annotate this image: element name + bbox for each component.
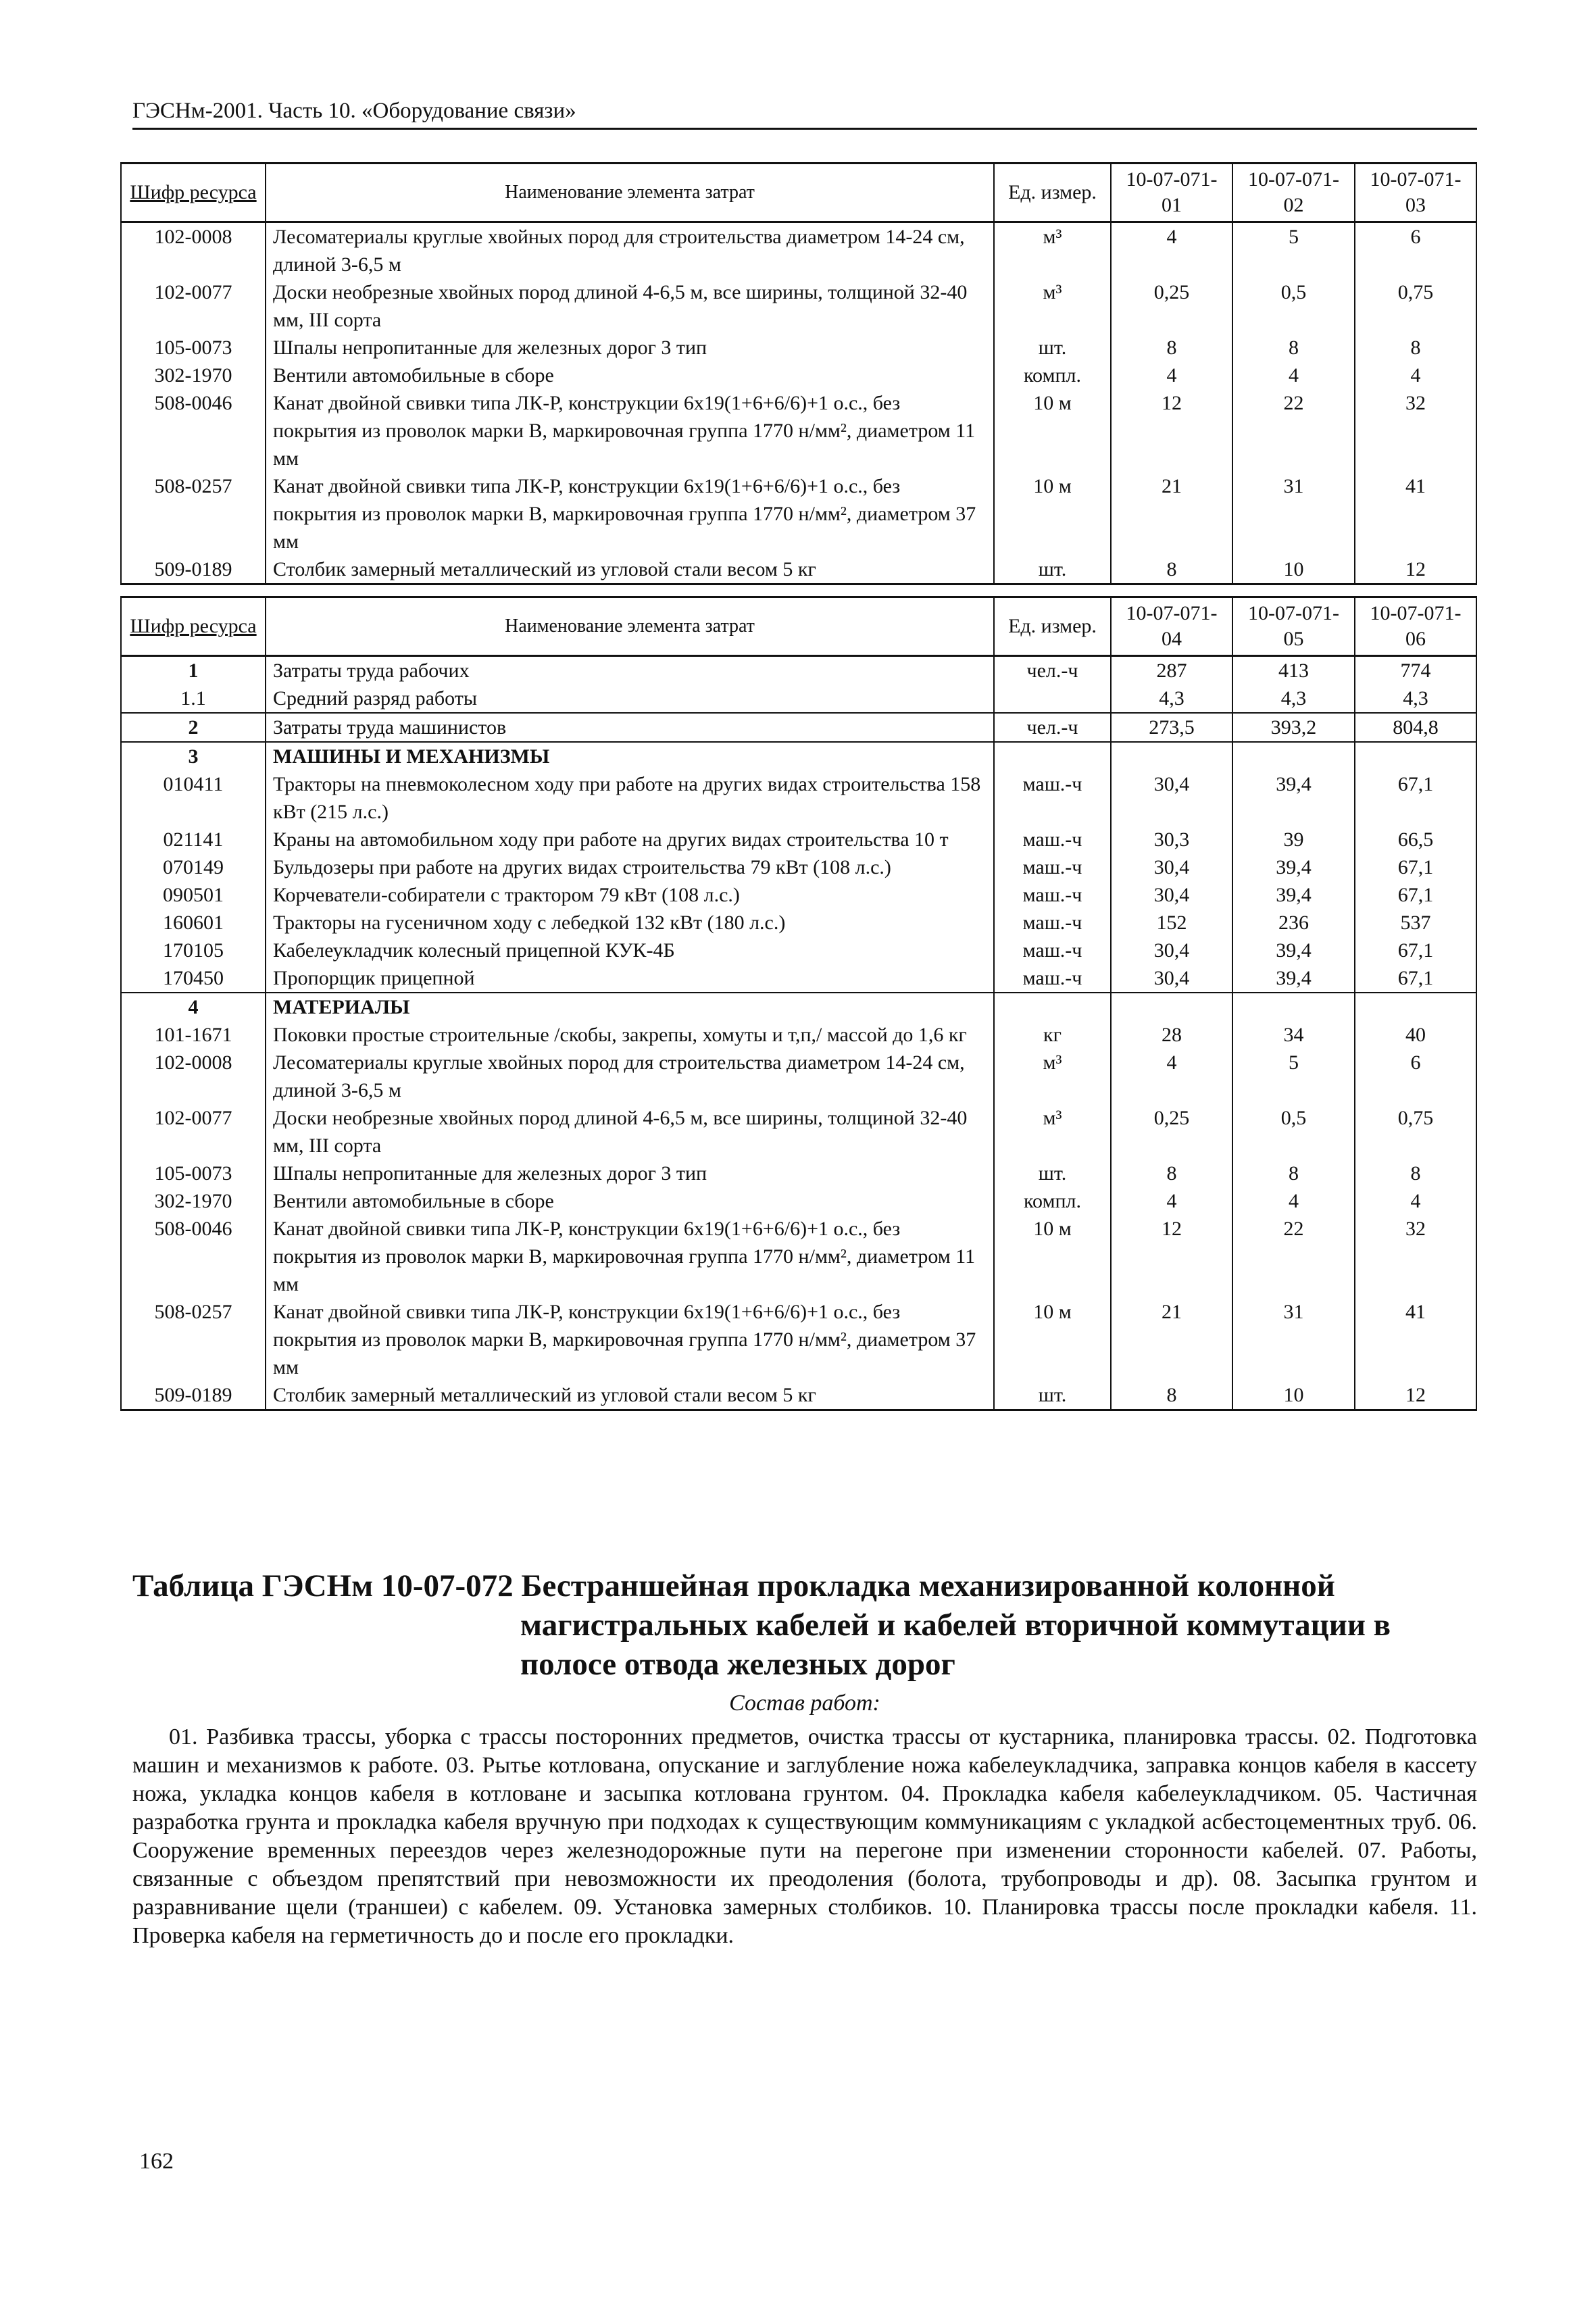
row-name: Корчеватели-собиратели с трактором 79 кВт (108 л.с.) — [266, 881, 994, 909]
row-unit: м³ — [994, 278, 1111, 334]
row-code: 102-0077 — [121, 1104, 266, 1160]
row-unit: м³ — [994, 1104, 1111, 1160]
table-row — [121, 334, 1476, 362]
row-name: Средний разряд работы — [266, 684, 994, 713]
table-row — [121, 222, 1476, 279]
table-header-row — [121, 164, 1476, 222]
row-value-3: 4 — [1355, 362, 1476, 389]
row-value-3: 6 — [1355, 222, 1476, 279]
row-name: Тракторы на гусеничном ходу с лебедкой 132 кВт (180 л.с.) — [266, 909, 994, 937]
table-row — [121, 826, 1476, 853]
row-value-2: 39,4 — [1232, 937, 1355, 964]
page-number: 162 — [139, 2149, 174, 2174]
row-value-1: 287 — [1111, 656, 1232, 685]
row-unit: м³ — [994, 1049, 1111, 1104]
row-value-2: 4 — [1232, 1187, 1355, 1215]
table-row — [121, 1381, 1476, 1410]
row-value-2: 8 — [1232, 1160, 1355, 1187]
row-value-3: 0,75 — [1355, 1104, 1476, 1160]
row-name: МАТЕРИАЛЫ — [266, 993, 994, 1021]
table-row — [121, 881, 1476, 909]
row-code: 1 — [121, 656, 266, 685]
row-unit: м³ — [994, 222, 1111, 279]
row-value-3: 4 — [1355, 1187, 1476, 1215]
header-col-3: 10-07-071-03 — [1355, 164, 1476, 222]
row-value-1: 4,3 — [1111, 684, 1232, 713]
row-code: 070149 — [121, 853, 266, 881]
table-row — [121, 389, 1476, 472]
table-row — [121, 853, 1476, 881]
row-value-2: 39,4 — [1232, 881, 1355, 909]
row-unit — [994, 684, 1111, 713]
table-row — [121, 742, 1476, 770]
row-value-1: 30,4 — [1111, 937, 1232, 964]
row-name: МАШИНЫ И МЕХАНИЗМЫ — [266, 742, 994, 770]
row-code: 105-0073 — [121, 334, 266, 362]
row-name: Поковки простые строительные /скобы, закрепы, хомуты и т,п,/ массой до 1,6 кг — [266, 1021, 994, 1049]
row-unit — [994, 742, 1111, 770]
row-value-3: 0,75 — [1355, 278, 1476, 334]
row-value-3: 774 — [1355, 656, 1476, 685]
row-value-1: 4 — [1111, 1187, 1232, 1215]
row-value-3: 41 — [1355, 1298, 1476, 1381]
table-row — [121, 656, 1476, 685]
table-body — [121, 222, 1476, 584]
row-name: Лесоматериалы круглые хвойных пород для строительства диаметром 14-24 см, длиной 3-6,5 м — [266, 222, 994, 279]
row-value-2: 4,3 — [1232, 684, 1355, 713]
table-row — [121, 964, 1476, 993]
row-value-1: 4 — [1111, 362, 1232, 389]
row-value-1: 30,3 — [1111, 826, 1232, 853]
row-value-2: 413 — [1232, 656, 1355, 685]
row-value-2: 39,4 — [1232, 964, 1355, 993]
row-value-2: 31 — [1232, 1298, 1355, 1381]
row-value-1: 12 — [1111, 389, 1232, 472]
row-value-1: 8 — [1111, 334, 1232, 362]
header-col-2: 10-07-071-05 — [1232, 597, 1355, 656]
title-line-2: магистральных кабелей и кабелей вторичной коммутации в полосе отвода железных дорог — [520, 1608, 1391, 1682]
row-unit: маш.-ч — [994, 881, 1111, 909]
row-value-1: 8 — [1111, 555, 1232, 584]
row-code: 509-0189 — [121, 1381, 266, 1410]
row-value-3: 67,1 — [1355, 881, 1476, 909]
row-unit: кг — [994, 1021, 1111, 1049]
row-value-2 — [1232, 993, 1355, 1021]
row-value-1: 21 — [1111, 1298, 1232, 1381]
header-code: Шифр ресурса — [121, 597, 266, 656]
row-value-3: 66,5 — [1355, 826, 1476, 853]
table-row — [121, 278, 1476, 334]
row-value-2: 5 — [1232, 222, 1355, 279]
row-value-2: 0,5 — [1232, 1104, 1355, 1160]
work-heading: Состав работ: — [729, 1691, 880, 1716]
row-unit: маш.-ч — [994, 937, 1111, 964]
row-name: Шпалы непропитанные для железных дорог 3 тип — [266, 334, 994, 362]
row-code: 508-0257 — [121, 472, 266, 555]
row-value-2: 236 — [1232, 909, 1355, 937]
row-code: 2 — [121, 713, 266, 742]
table-title — [132, 1566, 1477, 1684]
row-value-2: 34 — [1232, 1021, 1355, 1049]
row-code: 1.1 — [121, 684, 266, 713]
row-name: Канат двойной свивки типа ЛК-Р, конструкции 6х19(1+6+6/6)+1 о.с., без покрытия из проволок марки В, маркировочная группа 1770 н/мм², диаметром 37 мм — [266, 472, 994, 555]
row-unit: 10 м — [994, 472, 1111, 555]
row-value-3 — [1355, 993, 1476, 1021]
row-code: 160601 — [121, 909, 266, 937]
row-value-3: 67,1 — [1355, 770, 1476, 826]
row-code: 302-1970 — [121, 362, 266, 389]
row-value-2: 10 — [1232, 555, 1355, 584]
row-value-1: 8 — [1111, 1160, 1232, 1187]
row-value-1: 28 — [1111, 1021, 1232, 1049]
row-unit: чел.-ч — [994, 713, 1111, 742]
table-row — [121, 555, 1476, 584]
row-unit: компл. — [994, 362, 1111, 389]
row-value-3: 12 — [1355, 1381, 1476, 1410]
row-code: 090501 — [121, 881, 266, 909]
row-name: Столбик замерный металлический из угловой стали весом 5 кг — [266, 1381, 994, 1410]
row-value-1: 30,4 — [1111, 964, 1232, 993]
row-name: Канат двойной свивки типа ЛК-Р, конструкции 6х19(1+6+6/6)+1 о.с., без покрытия из проволок марки В, маркировочная группа 1770 н/мм², диаметром 11 мм — [266, 1215, 994, 1298]
table-row — [121, 1215, 1476, 1298]
table-row — [121, 684, 1476, 713]
row-code: 102-0008 — [121, 222, 266, 279]
table-row — [121, 937, 1476, 964]
row-value-3: 41 — [1355, 472, 1476, 555]
row-value-1 — [1111, 742, 1232, 770]
row-value-1: 0,25 — [1111, 1104, 1232, 1160]
row-value-1 — [1111, 993, 1232, 1021]
row-code: 508-0046 — [121, 389, 266, 472]
row-value-1: 30,4 — [1111, 853, 1232, 881]
row-name: Затраты труда рабочих — [266, 656, 994, 685]
row-value-3: 67,1 — [1355, 853, 1476, 881]
header-name: Наименование элемента затрат — [266, 164, 994, 222]
table-row — [121, 1298, 1476, 1381]
page-header: ГЭСНм-2001. Часть 10. «Оборудование связи» — [132, 99, 1477, 130]
row-unit: маш.-ч — [994, 909, 1111, 937]
row-unit: шт. — [994, 334, 1111, 362]
row-name: Доски необрезные хвойных пород длиной 4-6,5 м, все ширины, толщиной 32-40 мм, III сорта — [266, 278, 994, 334]
row-name: Канат двойной свивки типа ЛК-Р, конструкции 6х19(1+6+6/6)+1 о.с., без покрытия из проволок марки В, маркировочная группа 1770 н/мм², диаметром 11 мм — [266, 389, 994, 472]
row-code: 3 — [121, 742, 266, 770]
row-value-2: 10 — [1232, 1381, 1355, 1410]
row-value-2: 393,2 — [1232, 713, 1355, 742]
row-value-1: 273,5 — [1111, 713, 1232, 742]
row-value-3: 537 — [1355, 909, 1476, 937]
row-unit: 10 м — [994, 1215, 1111, 1298]
row-value-3: 12 — [1355, 555, 1476, 584]
row-value-1: 12 — [1111, 1215, 1232, 1298]
row-value-2: 39 — [1232, 826, 1355, 853]
row-value-1: 30,4 — [1111, 881, 1232, 909]
row-value-1: 8 — [1111, 1381, 1232, 1410]
header-col-2: 10-07-071-02 — [1232, 164, 1355, 222]
row-value-2: 4 — [1232, 362, 1355, 389]
table-row — [121, 1187, 1476, 1215]
row-value-1: 21 — [1111, 472, 1232, 555]
row-code: 508-0046 — [121, 1215, 266, 1298]
row-name: Тракторы на пневмоколесном ходу при работе на других видах строительства 158 кВт (215 л.с.) — [266, 770, 994, 826]
row-code: 4 — [121, 993, 266, 1021]
row-value-2: 22 — [1232, 1215, 1355, 1298]
table-row — [121, 909, 1476, 937]
header-code: Шифр ресурса — [121, 164, 266, 222]
table-body — [121, 656, 1476, 1410]
row-value-3 — [1355, 742, 1476, 770]
row-unit: шт. — [994, 555, 1111, 584]
table-row — [121, 993, 1476, 1021]
header-unit: Ед. измер. — [994, 164, 1111, 222]
table-row — [121, 472, 1476, 555]
header-name: Наименование элемента затрат — [266, 597, 994, 656]
title-line-1: Таблица ГЭСНм 10-07-072 Бестраншейная прокладка механизированной колонной — [132, 1568, 1335, 1603]
row-code: 101-1671 — [121, 1021, 266, 1049]
row-value-1: 152 — [1111, 909, 1232, 937]
row-value-2: 8 — [1232, 334, 1355, 362]
row-unit: чел.-ч — [994, 656, 1111, 685]
table-row — [121, 1049, 1476, 1104]
row-value-3: 8 — [1355, 1160, 1476, 1187]
row-value-2: 31 — [1232, 472, 1355, 555]
table-row — [121, 713, 1476, 742]
row-value-3: 8 — [1355, 334, 1476, 362]
table-row — [121, 770, 1476, 826]
row-unit: 10 м — [994, 1298, 1111, 1381]
row-unit: маш.-ч — [994, 826, 1111, 853]
row-name: Столбик замерный металлический из угловой стали весом 5 кг — [266, 555, 994, 584]
row-value-1: 30,4 — [1111, 770, 1232, 826]
row-unit: шт. — [994, 1160, 1111, 1187]
row-code: 302-1970 — [121, 1187, 266, 1215]
row-unit: 10 м — [994, 389, 1111, 472]
row-value-3: 32 — [1355, 1215, 1476, 1298]
row-name: Вентили автомобильные в сборе — [266, 362, 994, 389]
row-name: Канат двойной свивки типа ЛК-Р, конструкции 6х19(1+6+6/6)+1 о.с., без покрытия из проволок марки В, маркировочная группа 1770 н/мм², диаметром 37 мм — [266, 1298, 994, 1381]
row-value-1: 0,25 — [1111, 278, 1232, 334]
work-text: 01. Разбивка трассы, уборка с трассы посторонних предметов, очистка трассы от кустарника, планировка трассы. 02. Подготовка машин и механизмов к работе. 03. Рытье котлована, опускание и заглубление ножа кабелеукладчика, заправка концов кабеля в кассету ножа, укладка концов кабеля в котловане и засыпка котлована грунтом. 04. Прокладка кабеля кабелеукладчиком. 05. Частичная разработка грунта и прокладка кабеля вручную при подходах к существующим коммуникациям с укладкой асбестоцементных труб. 06. Сооружение временных переездов через железнодорожные пути на перегоне при изменении сторонности кабелей. 07. Работы, связанные с объездом препятствий при невозможности их преодоления (болота, трубопроводы и др). 08. Засыпка грунтом и разравнивание щели (траншеи) с кабелем. 09. Установка замерных столбиков. 10. Планировка трассы после прокладки кабеля. 11. Проверка кабеля на герметичность до и после его прокладки. — [132, 1724, 1477, 1948]
header-col-1: 10-07-071-04 — [1111, 597, 1232, 656]
row-value-1: 4 — [1111, 222, 1232, 279]
row-code: 170450 — [121, 964, 266, 993]
row-name: Кабелеукладчик колесный прицепной КУК-4Б — [266, 937, 994, 964]
row-value-3: 6 — [1355, 1049, 1476, 1104]
row-code: 105-0073 — [121, 1160, 266, 1187]
row-unit: маш.-ч — [994, 853, 1111, 881]
row-value-1: 4 — [1111, 1049, 1232, 1104]
row-name: Пропорщик прицепной — [266, 964, 994, 993]
row-code: 102-0008 — [121, 1049, 266, 1104]
row-unit: компл. — [994, 1187, 1111, 1215]
table-row — [121, 1160, 1476, 1187]
row-name: Шпалы непропитанные для железных дорог 3 тип — [266, 1160, 994, 1187]
table-row — [121, 1104, 1476, 1160]
row-value-3: 4,3 — [1355, 684, 1476, 713]
row-value-2: 22 — [1232, 389, 1355, 472]
row-name: Краны на автомобильном ходу при работе на других видах строительства 10 т — [266, 826, 994, 853]
table-row — [121, 1021, 1476, 1049]
resource-table-2 — [120, 596, 1477, 1411]
row-name: Бульдозеры при работе на других видах строительства 79 кВт (108 л.с.) — [266, 853, 994, 881]
header-col-1: 10-07-071-01 — [1111, 164, 1232, 222]
row-value-3: 32 — [1355, 389, 1476, 472]
row-value-2 — [1232, 742, 1355, 770]
row-unit: маш.-ч — [994, 964, 1111, 993]
row-name: Лесоматериалы круглые хвойных пород для строительства диаметром 14-24 см, длиной 3-6,5 м — [266, 1049, 994, 1104]
row-value-2: 0,5 — [1232, 278, 1355, 334]
row-code: 021141 — [121, 826, 266, 853]
table-header-row — [121, 597, 1476, 656]
work-description — [132, 1723, 1477, 1950]
row-unit — [994, 993, 1111, 1021]
row-name: Вентили автомобильные в сборе — [266, 1187, 994, 1215]
row-value-2: 39,4 — [1232, 770, 1355, 826]
row-unit: шт. — [994, 1381, 1111, 1410]
resource-table-1 — [120, 162, 1477, 585]
row-value-2: 5 — [1232, 1049, 1355, 1104]
row-value-3: 67,1 — [1355, 964, 1476, 993]
row-unit: маш.-ч — [994, 770, 1111, 826]
header-col-3: 10-07-071-06 — [1355, 597, 1476, 656]
row-code: 170105 — [121, 937, 266, 964]
row-name: Затраты труда машинистов — [266, 713, 994, 742]
table-row — [121, 362, 1476, 389]
row-value-3: 804,8 — [1355, 713, 1476, 742]
row-code: 509-0189 — [121, 555, 266, 584]
row-code: 010411 — [121, 770, 266, 826]
row-code: 102-0077 — [121, 278, 266, 334]
row-value-2: 39,4 — [1232, 853, 1355, 881]
row-name: Доски необрезные хвойных пород длиной 4-6,5 м, все ширины, толщиной 32-40 мм, III сорта — [266, 1104, 994, 1160]
header-unit: Ед. измер. — [994, 597, 1111, 656]
row-value-3: 40 — [1355, 1021, 1476, 1049]
row-value-3: 67,1 — [1355, 937, 1476, 964]
row-code: 508-0257 — [121, 1298, 266, 1381]
